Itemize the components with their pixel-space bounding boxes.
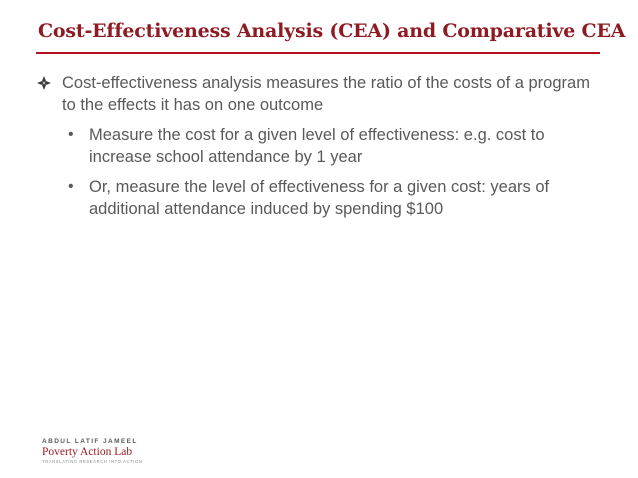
logo-line-2: Poverty Action Lab bbox=[42, 446, 133, 458]
slide-content bbox=[30, 72, 600, 220]
jpal-logo bbox=[42, 438, 162, 464]
dot-bullet-icon: • bbox=[68, 178, 74, 195]
bullet-level1 bbox=[30, 72, 600, 116]
diamond-bullet-icon bbox=[34, 72, 54, 94]
bullet-text: Cost-effectiveness analysis measures the ratio of the costs of a program to the effects it has on one outcome bbox=[62, 74, 590, 114]
sub-bullet-text: Measure the cost for a given level of effectiveness: e.g. cost to increase school attendance by 1 year bbox=[89, 126, 545, 166]
title-divider bbox=[36, 52, 600, 54]
logo-line-1: ABDUL LATIF JAMEEL bbox=[42, 438, 138, 445]
logo-line-3: TRANSLATING RESEARCH INTO ACTION bbox=[42, 459, 143, 464]
sub-bullet bbox=[30, 124, 600, 168]
slide-title: Cost-Effectiveness Analysis (CEA) and Comparative CEA bbox=[38, 20, 626, 42]
dot-bullet-icon: • bbox=[68, 126, 74, 143]
sub-bullet bbox=[30, 176, 600, 220]
sub-bullet-text: Or, measure the level of effectiveness for a given cost: years of additional attendance induced by spending $100 bbox=[89, 178, 550, 218]
